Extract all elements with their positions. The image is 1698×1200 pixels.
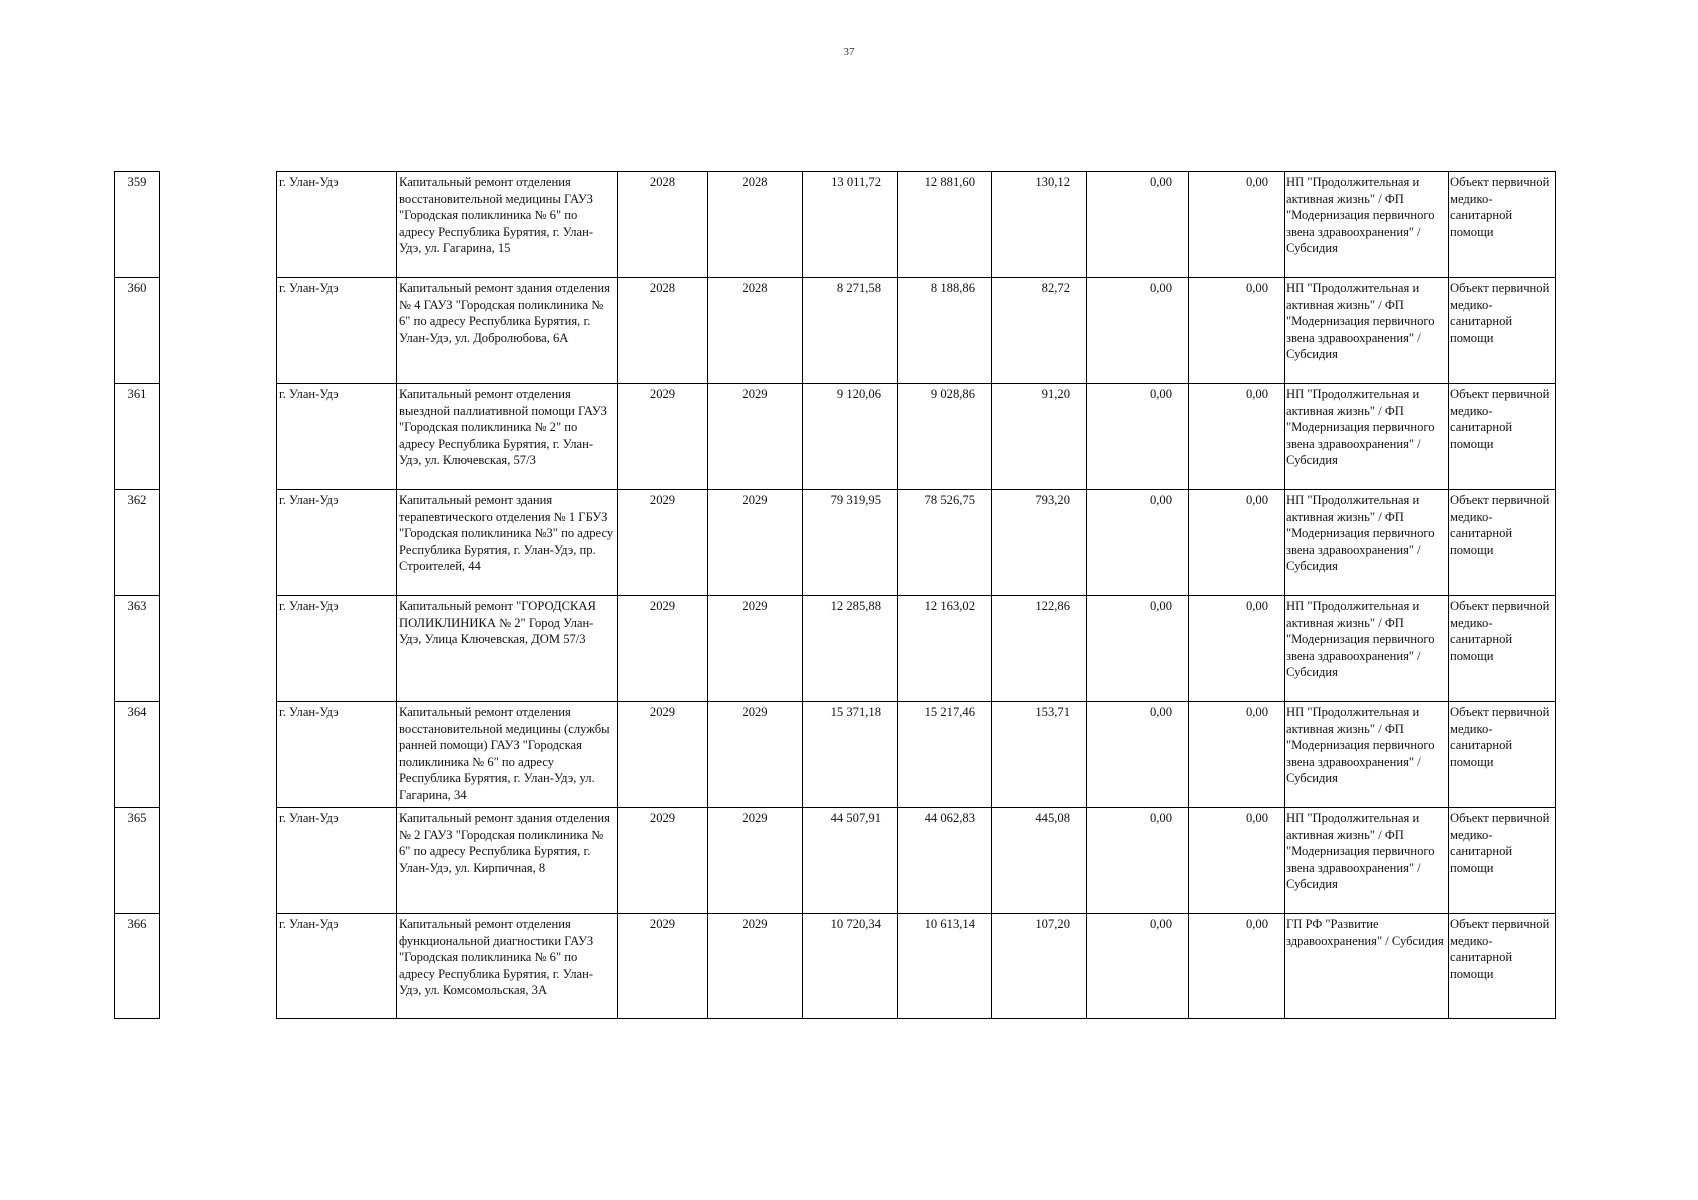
- regional-budget-cell: 793,20: [991, 489, 1086, 595]
- table-row: [0, 701, 1698, 807]
- end-year-cell: 2029: [707, 595, 802, 701]
- end-year-cell: 2029: [707, 701, 802, 807]
- city-cell: г. Улан-Удэ: [276, 383, 396, 489]
- table-row: [0, 913, 1698, 1019]
- row-number-cell: 359: [114, 171, 160, 277]
- row-number-cell: 362: [114, 489, 160, 595]
- row-number-cell: 360: [114, 277, 160, 383]
- end-year-cell: 2028: [707, 277, 802, 383]
- table-row: [0, 595, 1698, 701]
- end-year-cell: 2029: [707, 807, 802, 913]
- federal-budget-cell: 10 613,14: [897, 913, 991, 1019]
- local-budget-cell: 0,00: [1086, 489, 1188, 595]
- federal-budget-cell: 12 163,02: [897, 595, 991, 701]
- other-sources-cell: 0,00: [1188, 277, 1284, 383]
- object-name-cell: Капитальный ремонт здания отделения № 4 ГАУЗ "Городская поликлиника № 6" по адресу Республика Бурятия, г. Улан-Удэ, ул. Добролюбова, 6А: [396, 277, 617, 383]
- end-year-cell: 2029: [707, 383, 802, 489]
- object-name-cell: Капитальный ремонт здания отделения № 2 ГАУЗ "Городская поликлиника № 6" по адресу Республика Бурятия, г. Улан-Удэ, ул. Кирпичная, 8: [396, 807, 617, 913]
- regional-budget-cell: 107,20: [991, 913, 1086, 1019]
- row-number-cell: 361: [114, 383, 160, 489]
- start-year-cell: 2029: [617, 595, 707, 701]
- local-budget-cell: 0,00: [1086, 277, 1188, 383]
- total-amount-cell: 44 507,91: [802, 807, 897, 913]
- regional-budget-cell: 445,08: [991, 807, 1086, 913]
- total-amount-cell: 8 271,58: [802, 277, 897, 383]
- funding-source-cell: НП "Продолжительная и активная жизнь" / ФП "Модернизация первичного звена здравоохранения" / Субсидия: [1284, 383, 1448, 489]
- row-number-cell: 364: [114, 701, 160, 807]
- total-amount-cell: 10 720,34: [802, 913, 897, 1019]
- table-row: [0, 807, 1698, 913]
- row-number-cell: 363: [114, 595, 160, 701]
- object-name-cell: Капитальный ремонт отделения восстановительной медицины ГАУЗ "Городская поликлиника № 6" по адресу Республика Бурятия, г. Улан-Удэ, ул. Гагарина, 15: [396, 171, 617, 277]
- city-cell: г. Улан-Удэ: [276, 595, 396, 701]
- start-year-cell: 2029: [617, 807, 707, 913]
- funding-source-cell: НП "Продолжительная и активная жизнь" / ФП "Модернизация первичного звена здравоохранения" / Субсидия: [1284, 701, 1448, 807]
- federal-budget-cell: 44 062,83: [897, 807, 991, 913]
- object-type-cell: Объект первичной медико-санитарной помощи: [1448, 701, 1556, 807]
- end-year-cell: 2029: [707, 489, 802, 595]
- start-year-cell: 2029: [617, 701, 707, 807]
- city-cell: г. Улан-Удэ: [276, 489, 396, 595]
- total-amount-cell: 13 011,72: [802, 171, 897, 277]
- local-budget-cell: 0,00: [1086, 913, 1188, 1019]
- other-sources-cell: 0,00: [1188, 595, 1284, 701]
- total-amount-cell: 12 285,88: [802, 595, 897, 701]
- table-row: [0, 277, 1698, 383]
- table-row: [0, 383, 1698, 489]
- page-number: 37: [843, 46, 855, 58]
- total-amount-cell: 79 319,95: [802, 489, 897, 595]
- end-year-cell: 2029: [707, 913, 802, 1019]
- regional-budget-cell: 122,86: [991, 595, 1086, 701]
- object-type-cell: Объект первичной медико-санитарной помощи: [1448, 277, 1556, 383]
- other-sources-cell: 0,00: [1188, 807, 1284, 913]
- table-row: [0, 489, 1698, 595]
- federal-budget-cell: 9 028,86: [897, 383, 991, 489]
- local-budget-cell: 0,00: [1086, 171, 1188, 277]
- other-sources-cell: 0,00: [1188, 171, 1284, 277]
- other-sources-cell: 0,00: [1188, 701, 1284, 807]
- object-type-cell: Объект первичной медико-санитарной помощи: [1448, 171, 1556, 277]
- funding-source-cell: НП "Продолжительная и активная жизнь" / ФП "Модернизация первичного звена здравоохранения" / Субсидия: [1284, 807, 1448, 913]
- object-type-cell: Объект первичной медико-санитарной помощи: [1448, 807, 1556, 913]
- row-number-cell: 365: [114, 807, 160, 913]
- funding-source-cell: НП "Продолжительная и активная жизнь" / ФП "Модернизация первичного звена здравоохранения" / Субсидия: [1284, 277, 1448, 383]
- start-year-cell: 2029: [617, 913, 707, 1019]
- other-sources-cell: 0,00: [1188, 913, 1284, 1019]
- object-name-cell: Капитальный ремонт отделения функциональной диагностики ГАУЗ "Городская поликлиника № 6" по адресу Республика Бурятия, г. Улан-Удэ, ул. Комсомольская, 3А: [396, 913, 617, 1019]
- object-type-cell: Объект первичной медико-санитарной помощи: [1448, 595, 1556, 701]
- object-name-cell: Капитальный ремонт "ГОРОДСКАЯ ПОЛИКЛИНИКА № 2" Город Улан-Удэ, Улица Ключевская, ДОМ 57/3: [396, 595, 617, 701]
- start-year-cell: 2028: [617, 171, 707, 277]
- start-year-cell: 2029: [617, 489, 707, 595]
- federal-budget-cell: 12 881,60: [897, 171, 991, 277]
- object-name-cell: Капитальный ремонт отделения выездной паллиативной помощи ГАУЗ "Городская поликлиника № 2" по адресу Республика Бурятия, г. Улан-Удэ, ул. Ключевская, 57/3: [396, 383, 617, 489]
- object-name-cell: Капитальный ремонт здания терапевтического отделения № 1 ГБУЗ "Городская поликлиника №3" по адресу Республика Бурятия, г. Улан-Удэ, пр. Строителей, 44: [396, 489, 617, 595]
- federal-budget-cell: 78 526,75: [897, 489, 991, 595]
- city-cell: г. Улан-Удэ: [276, 807, 396, 913]
- funding-source-cell: НП "Продолжительная и активная жизнь" / ФП "Модернизация первичного звена здравоохранения" / Субсидия: [1284, 489, 1448, 595]
- end-year-cell: 2028: [707, 171, 802, 277]
- regional-budget-cell: 153,71: [991, 701, 1086, 807]
- row-number-cell: 366: [114, 913, 160, 1019]
- other-sources-cell: 0,00: [1188, 489, 1284, 595]
- other-sources-cell: 0,00: [1188, 383, 1284, 489]
- federal-budget-cell: 15 217,46: [897, 701, 991, 807]
- table-row: [0, 171, 1698, 277]
- funding-source-cell: ГП РФ "Развитие здравоохранения" / Субсидия: [1284, 913, 1448, 1019]
- object-type-cell: Объект первичной медико-санитарной помощи: [1448, 383, 1556, 489]
- object-name-cell: Капитальный ремонт отделения восстановительной медицины (службы ранней помощи) ГАУЗ "Городская поликлиника № 6" по адресу Республика Бурятия, г. Улан-Удэ, ул. Гагарина, 34: [396, 701, 617, 807]
- start-year-cell: 2028: [617, 277, 707, 383]
- city-cell: г. Улан-Удэ: [276, 913, 396, 1019]
- local-budget-cell: 0,00: [1086, 383, 1188, 489]
- start-year-cell: 2029: [617, 383, 707, 489]
- federal-budget-cell: 8 188,86: [897, 277, 991, 383]
- local-budget-cell: 0,00: [1086, 595, 1188, 701]
- total-amount-cell: 15 371,18: [802, 701, 897, 807]
- total-amount-cell: 9 120,06: [802, 383, 897, 489]
- local-budget-cell: 0,00: [1086, 701, 1188, 807]
- city-cell: г. Улан-Удэ: [276, 171, 396, 277]
- funding-source-cell: НП "Продолжительная и активная жизнь" / ФП "Модернизация первичного звена здравоохранения" / Субсидия: [1284, 595, 1448, 701]
- object-type-cell: Объект первичной медико-санитарной помощи: [1448, 913, 1556, 1019]
- city-cell: г. Улан-Удэ: [276, 701, 396, 807]
- regional-budget-cell: 91,20: [991, 383, 1086, 489]
- regional-budget-cell: 82,72: [991, 277, 1086, 383]
- regional-budget-cell: 130,12: [991, 171, 1086, 277]
- funding-source-cell: НП "Продолжительная и активная жизнь" / ФП "Модернизация первичного звена здравоохранения" / Субсидия: [1284, 171, 1448, 277]
- local-budget-cell: 0,00: [1086, 807, 1188, 913]
- city-cell: г. Улан-Удэ: [276, 277, 396, 383]
- object-type-cell: Объект первичной медико-санитарной помощи: [1448, 489, 1556, 595]
